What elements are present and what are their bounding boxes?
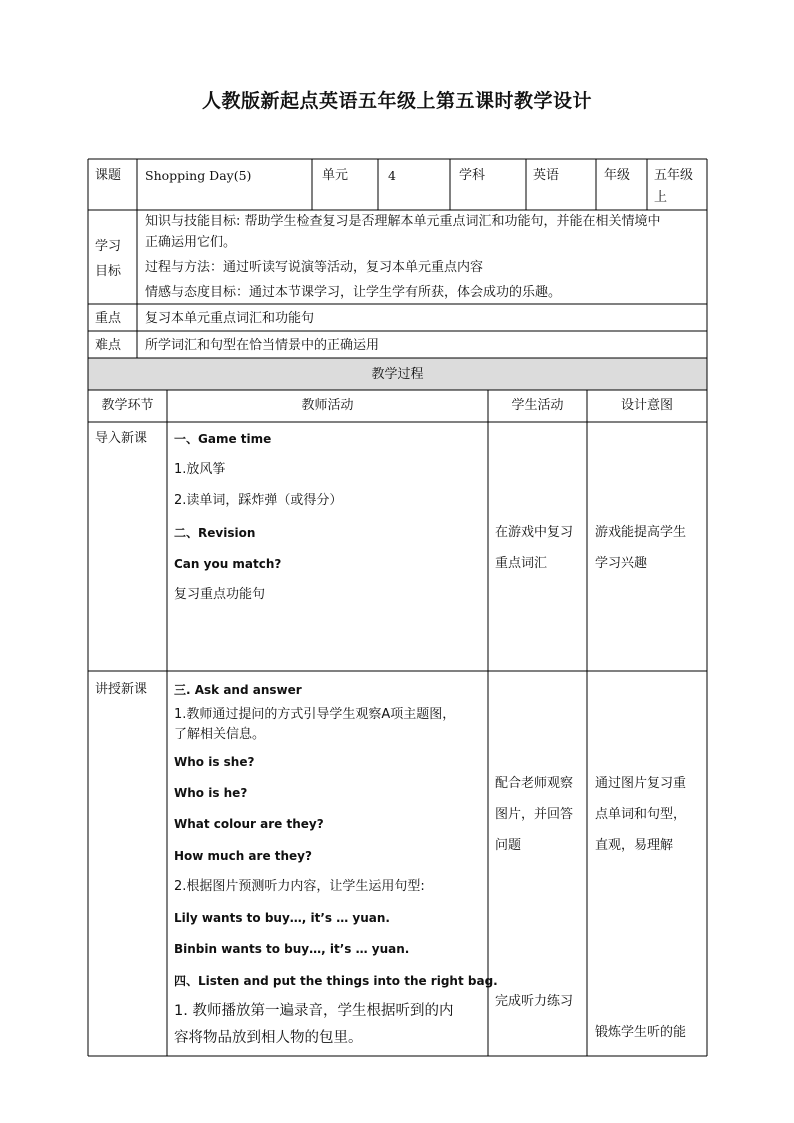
subject-value: Shopping Day(5)	[145, 168, 252, 183]
design-intent-line: 通过图片复习重	[595, 776, 687, 791]
key-point-label: 重点	[95, 311, 122, 326]
teacher-activity-line: What colour are they?	[174, 817, 324, 831]
teacher-activity-line: 一、Game time	[174, 432, 272, 446]
course-value: 英语	[533, 168, 560, 183]
teacher-activity-line: 了解相关信息。	[174, 727, 266, 742]
student-activity-line: 配合老师观察	[495, 776, 574, 791]
design-intent-line: 点单词和句型，	[595, 807, 687, 822]
student-activity-line: 图片，并回答	[495, 807, 574, 822]
teacher-activity-line: 三. Ask and answer	[174, 683, 302, 697]
teacher-activity-line: Binbin wants to buy…, it’s … yuan.	[174, 942, 410, 956]
column-header-student: 学生活动	[511, 398, 564, 413]
objective-line: 知识与技能目标: 帮助学生检查复习是否理解本单元重点词汇和功能句，并能在相关情境中	[145, 214, 661, 229]
teacher-activity-line: 二、Revision	[174, 526, 256, 540]
teacher-activity-line: Lily wants to buy…, it’s … yuan.	[174, 911, 390, 925]
objectives-label-line1: 学习	[95, 239, 122, 254]
student-activity-line: 完成听力练习	[495, 994, 574, 1009]
teacher-activity-line: 四、Listen and put the things into the right bag.	[174, 974, 498, 988]
column-header-teacher: 教师活动	[301, 398, 354, 413]
stage-new-lesson: 讲授新课	[95, 682, 148, 697]
design-intent-line: 学习兴趣	[595, 556, 648, 571]
stage-intro: 导入新课	[95, 431, 148, 446]
design-intent-line: 锻炼学生听的能	[595, 1025, 687, 1040]
grade-value-line1: 五年级	[654, 168, 694, 183]
objectives-label-line2: 目标	[95, 264, 122, 279]
design-intent-line: 直观，易理解	[595, 838, 674, 853]
process-header: 教学过程	[371, 367, 424, 382]
label-unit: 单元	[322, 168, 349, 183]
teacher-activity-line: 容将物品放到相人物的包里。	[174, 1030, 363, 1046]
teacher-activity-line: Can you match?	[174, 557, 282, 571]
student-activity-line: 在游戏中复习	[495, 525, 574, 540]
column-header-stage: 教学环节	[101, 398, 154, 413]
difficulty-value: 所学词汇和句型在恰当情景中的正确运用	[145, 338, 380, 353]
teacher-activity-line: 1. 教师播放第一遍录音，学生根据听到的内	[174, 1003, 454, 1019]
label-subject: 课题	[95, 168, 122, 183]
page-title: 人教版新起点英语五年级上第五课时教学设计	[201, 90, 592, 112]
objective-line: 过程与方法：通过听读写说演等活动，复习本单元重点内容	[145, 260, 484, 275]
label-grade: 年级	[604, 168, 631, 183]
student-activity-line: 问题	[495, 838, 522, 853]
teacher-activity-line: 2.根据图片预测听力内容，让学生运用句型:	[174, 879, 425, 894]
teacher-activity-line: 2.读单词，踩炸弹（或得分）	[174, 493, 343, 508]
objective-line: 正确运用它们。	[145, 235, 237, 250]
student-activity-line: 重点词汇	[495, 556, 548, 571]
key-point-value: 复习本单元重点词汇和功能句	[145, 311, 315, 326]
column-header-intent: 设计意图	[620, 398, 673, 413]
teacher-activity-line: 复习重点功能句	[174, 587, 266, 602]
teacher-activity-line: 1.放风筝	[174, 462, 226, 477]
teacher-activity-line: Who is he?	[174, 786, 248, 800]
difficulty-label: 难点	[95, 338, 122, 353]
grade-value-line2: 上	[654, 190, 668, 205]
label-course: 学科	[459, 168, 486, 183]
design-intent-line: 游戏能提高学生	[595, 525, 687, 540]
objective-line: 情感与态度目标：通过本节课学习，让学生学有所获，体会成功的乐趣。	[145, 285, 562, 300]
unit-value: 4	[388, 168, 396, 183]
teacher-activity-line: 1.教师通过提问的方式引导学生观察A项主题图，	[174, 707, 456, 722]
teacher-activity-line: Who is she?	[174, 755, 255, 769]
teacher-activity-line: How much are they?	[174, 849, 312, 863]
